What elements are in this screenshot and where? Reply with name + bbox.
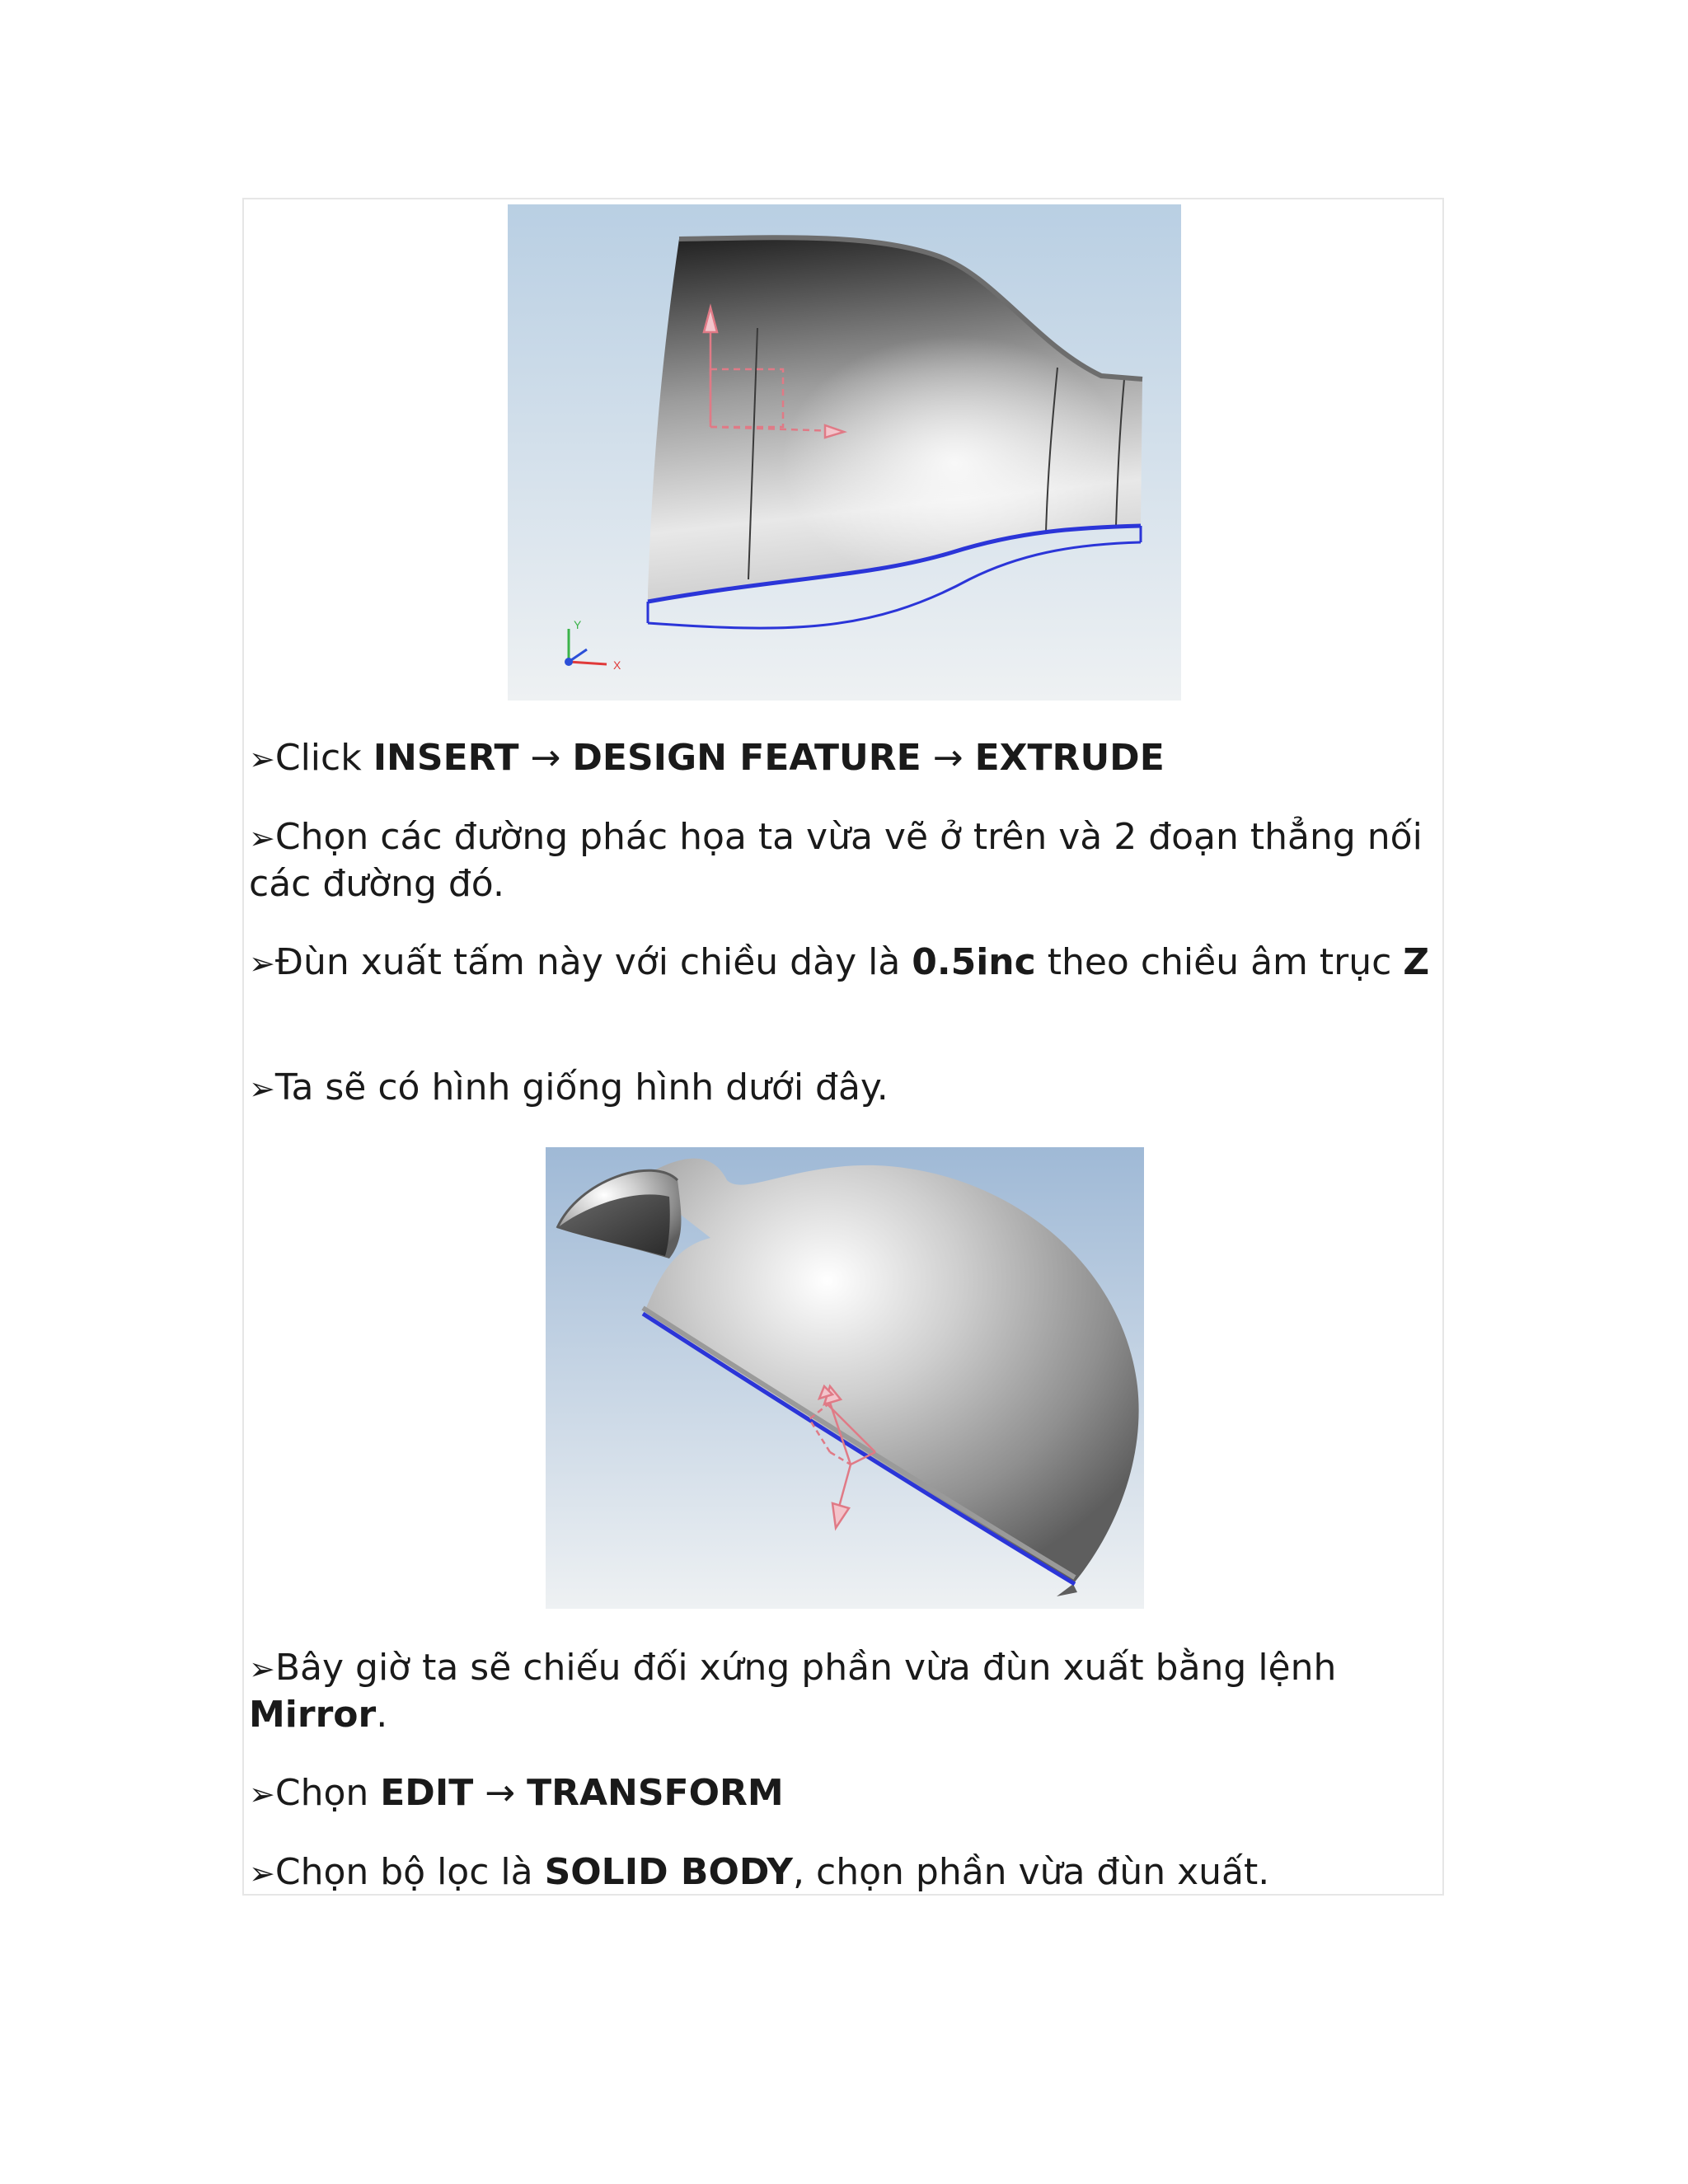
step-text: . xyxy=(376,1694,388,1736)
step-text: Chọn xyxy=(274,1772,381,1814)
step-keyword: INSERT xyxy=(373,737,519,779)
bullet-arrow-icon: ➢ xyxy=(249,1855,275,1891)
figure-extruded-shell xyxy=(546,1147,1144,1609)
step-3 xyxy=(249,940,1436,987)
step-2 xyxy=(249,814,1436,907)
step-text: Chọn bộ lọc là xyxy=(274,1851,545,1893)
bullet-arrow-icon: ➢ xyxy=(249,945,275,982)
step-text: → xyxy=(473,1772,528,1814)
bullet-arrow-icon: ➢ xyxy=(249,1776,275,1812)
axis-x-label: X xyxy=(613,658,621,672)
axis-y-label: Y xyxy=(574,618,582,631)
step-text: → xyxy=(921,737,975,779)
step-text: Bây giờ ta sẽ chiếu đối xứng phần vừa đùn xuất bằng lệnh xyxy=(274,1647,1337,1689)
bullet-arrow-icon: ➢ xyxy=(249,1071,275,1107)
step-7 xyxy=(249,1849,1436,1896)
figure-sketch-shell xyxy=(508,204,1181,701)
step-text: Đùn xuất tấm này với chiều dày là xyxy=(274,941,912,983)
bullet-arrow-icon: ➢ xyxy=(249,1651,275,1687)
step-6 xyxy=(249,1770,1436,1817)
step-keyword: 0.5inc xyxy=(912,941,1036,983)
bullet-arrow-icon: ➢ xyxy=(249,820,275,856)
step-keyword: EXTRUDE xyxy=(974,737,1165,779)
step-5 xyxy=(249,1645,1436,1738)
step-1 xyxy=(249,735,1436,782)
step-keyword: EDIT xyxy=(380,1772,474,1814)
step-keyword: Z xyxy=(1403,941,1430,983)
step-text: Ta sẽ có hình giống hình dưới đây. xyxy=(274,1066,889,1108)
step-keyword: SOLID BODY xyxy=(544,1851,794,1893)
step-4 xyxy=(249,1065,1436,1112)
step-text: → xyxy=(518,737,573,779)
bullet-arrow-icon: ➢ xyxy=(249,741,275,777)
step-text: theo chiều âm trục xyxy=(1035,941,1404,983)
step-text: Chọn các đường phác họa ta vừa vẽ ở trên và 2 đoạn thẳng nối các đường đó. xyxy=(249,816,1423,905)
step-keyword: TRANSFORM xyxy=(527,1772,784,1814)
step-text: , chọn phần vừa đùn xuất. xyxy=(793,1851,1270,1893)
step-text: Click xyxy=(274,737,373,779)
step-keyword: Mirror xyxy=(249,1694,377,1736)
step-keyword: DESIGN FEATURE xyxy=(572,737,921,779)
